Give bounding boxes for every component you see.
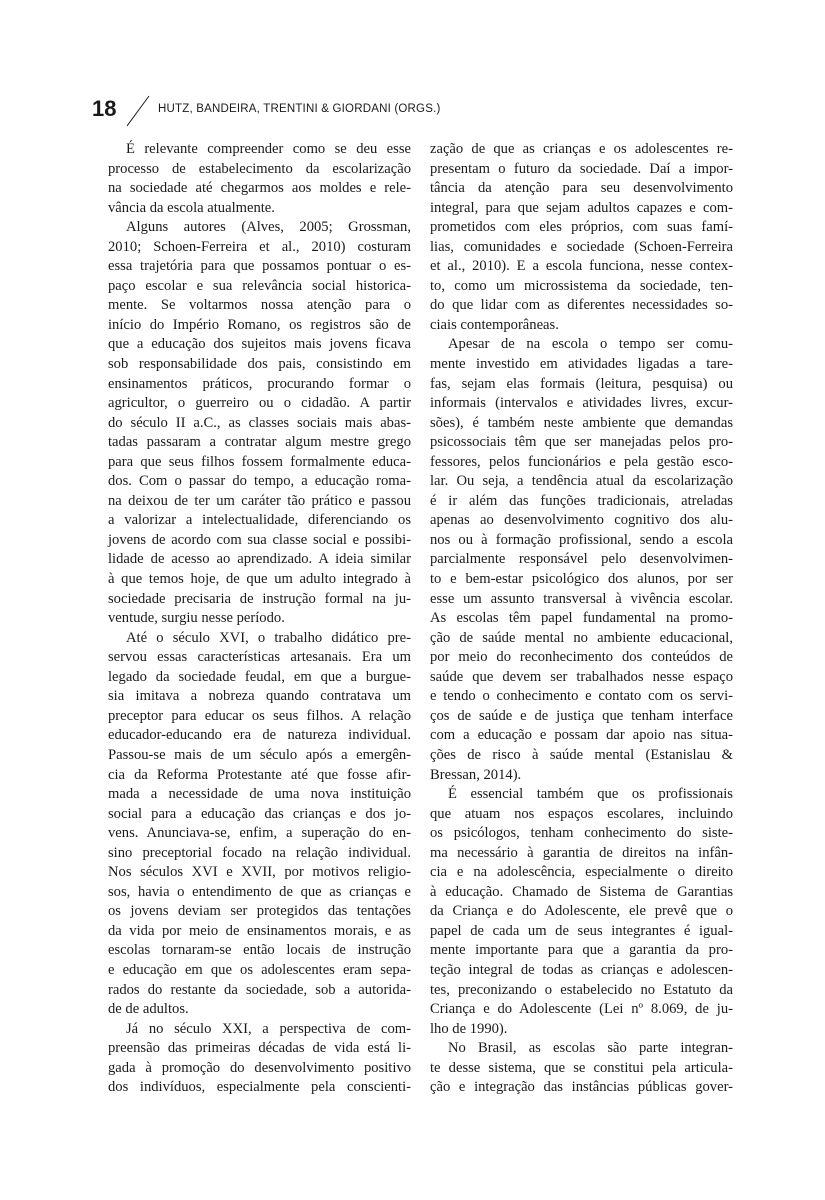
text-line: cia e na adolescência, especialmente o direito	[430, 864, 733, 881]
text-line: sociedade precisaria de instrução formal na ju-	[108, 590, 411, 607]
text-line: na sociedade até chegarmos aos moldes e rele-	[108, 180, 411, 197]
text-line: É relevante compreender como se deu esse	[126, 141, 411, 157]
text-line: legado da sociedade feudal, em que a burgue-	[108, 668, 411, 685]
text-line: 2010; Schoen-Ferreira et al., 2010) costuram	[108, 238, 411, 255]
text-line: social para a educação das crianças e dos jo-	[108, 805, 411, 822]
text-line: As escolas têm papel fundamental na promo-	[430, 610, 733, 627]
running-head-authors: HUTZ, BANDEIRA, TRENTINI & GIORDANI (ORGS.)	[158, 103, 441, 115]
text-line: informais (intervalos e atividades livres, excur-	[430, 395, 733, 412]
text-line: prometidos com eles próprios, com suas famí-	[430, 219, 733, 236]
text-line: papel de cada um de seus integrantes é igual-	[430, 922, 733, 939]
text-line: parcialmente responsável pelo desenvolvimen-	[430, 551, 733, 568]
text-line: Alguns autores (Alves, 2005; Grossman,	[126, 219, 411, 236]
text-line: à que temos hoje, de que um adulto integrado à	[108, 571, 411, 588]
text-line: de de adultos.	[108, 1001, 189, 1018]
text-line: psicossociais têm que ser manejadas pelos pro-	[430, 434, 733, 451]
text-line: fas, sejam elas formais (leitura, pesquisa) ou	[430, 375, 733, 392]
text-line: ensinamentos práticos, procurando formar o	[108, 375, 411, 392]
text-line: que a educação dos sujeitos mais jovens ficava	[108, 336, 411, 353]
text-line: para que seus filhos fossem formalmente educa-	[108, 453, 411, 470]
text-line: agricultor, o guerreiro ou o cidadão. A partir	[108, 395, 411, 412]
text-line: dos. Com o passar do tempo, a educação roma-	[108, 473, 411, 490]
text-line: educador-educando era de natureza individual.	[108, 727, 411, 744]
text-line: preensão das primeiras décadas de vida está li-	[108, 1040, 411, 1057]
text-line: jovens de acordo com sua classe social e possibi-	[108, 531, 411, 548]
text-line: tes, preconizando o estabelecido no Estatuto da	[430, 981, 733, 998]
text-line: paço escolar e sua relevância social historica-	[108, 277, 411, 294]
text-line: Até o século XVI, o trabalho didático pre-	[126, 629, 411, 646]
text-line: processo de estabelecimento da escolarização	[108, 160, 411, 177]
text-line: Já no século XXI, a perspectiva de com-	[126, 1020, 411, 1037]
text-line: vens. Anunciava-se, enfim, a superação do en-	[108, 825, 411, 842]
text-line: Criança e do Adolescente (Lei nº 8.069, de ju-	[430, 1001, 733, 1018]
text-line: apenas ao desenvolvimento cognitivo dos alu-	[430, 512, 733, 529]
text-line: zação de que as crianças e os adolescentes re-	[430, 141, 733, 157]
body-text-right-column	[430, 140, 733, 1098]
text-line: na deixou de ter um caráter tão prático e passou	[108, 492, 411, 509]
text-line: integral, para que sejam adultos capazes e com-	[430, 199, 733, 216]
text-line: mada a necessidade de uma nova instituição	[108, 786, 411, 803]
text-line: que atuam nos espaços escolares, incluindo	[430, 805, 733, 822]
text-line: tadas passaram a contratar algum mestre grego	[108, 434, 411, 451]
page-number: 18	[92, 96, 117, 121]
text-line: to, como um microssistema da sociedade, ten-	[430, 277, 733, 294]
text-line: do que lidar com as diferentes necessidades so-	[430, 297, 733, 314]
text-line: da vida por meio de ensinamentos morais, e as	[108, 922, 411, 939]
text-line: vância da escola atualmente.	[108, 199, 275, 216]
text-line: ventude, surgiu nesse período.	[108, 610, 285, 627]
text-line: por meio do reconhecimento dos conteúdos de	[430, 649, 733, 666]
text-line: te desse sistema, que se constitui pela articula-	[430, 1059, 733, 1076]
text-line: to e bem-estar psicológico dos alunos, por ser	[430, 571, 733, 588]
text-line: ções de risco à saúde mental (Estanislau &	[430, 746, 733, 763]
text-line: os jovens deviam ser protegidos das tentações	[108, 903, 411, 920]
text-line: sia imitava a nobreza quando contratava um	[108, 688, 411, 705]
text-line: lho de 1990).	[430, 1020, 508, 1037]
text-line: início do Império Romano, os registros são de	[108, 316, 411, 333]
text-line: No Brasil, as escolas são parte integran-	[448, 1040, 733, 1057]
text-line: ciais contemporâneas.	[430, 316, 559, 333]
text-line: com a educação e possam dar apoio nas situa-	[430, 727, 733, 744]
text-line: sino preceptorial focado na relação individual.	[108, 844, 411, 861]
text-line: os psicólogos, tenham conhecimento do siste-	[430, 825, 733, 842]
text-line: dos indivíduos, especialmente pela conscienti-	[108, 1079, 411, 1096]
text-line: cia da Reforma Protestante até que fosse afir-	[108, 766, 411, 783]
text-line: Apesar de na escola o tempo ser comu-	[448, 336, 733, 353]
divider-slash-icon	[122, 94, 152, 128]
text-line: é ir além das funções tradicionais, atreladas	[430, 492, 733, 509]
text-line: ma necessário à garantia de direitos na infân-	[430, 844, 733, 861]
text-line: preceptor para educar os seus filhos. A relação	[108, 707, 411, 724]
text-line: tância da atenção para seu desenvolvimento	[430, 180, 733, 197]
text-line: et al., 2010). E a escola funciona, nesse contex-	[430, 258, 733, 275]
text-line: sob responsabilidade dos pais, consistindo em	[108, 356, 411, 373]
text-line: Bressan, 2014).	[430, 766, 522, 783]
text-line: escolas tornaram-se então locais de instrução	[108, 942, 411, 959]
text-line: ção de saúde mental no ambiente educacional,	[430, 629, 733, 646]
text-line: a valorizar a intelectualidade, diferenciando os	[108, 512, 411, 529]
text-line: mente. Se voltarmos nossa atenção para o	[108, 297, 411, 314]
text-line: da Criança e do Adolescente, ele prevê que o	[430, 903, 733, 920]
text-line: Passou-se mais de um século após a emergên-	[108, 746, 411, 763]
text-line: Nos séculos XVI e XVII, por motivos religio-	[108, 864, 411, 881]
text-line: teção integral de todas as crianças e adolescen-	[430, 961, 733, 978]
text-line: lias, comunidades e sociedade (Schoen-Ferreira	[430, 238, 733, 255]
text-line: nos ou à formação profissional, sendo a escola	[430, 531, 733, 548]
text-line: saúde que devem ser trabalhados nesse espaço	[430, 668, 733, 685]
text-line: sos, havia o entendimento de que as crianças e	[108, 883, 411, 900]
body-text-left-column	[108, 140, 411, 1098]
text-line: e educação em que os adolescentes eram sepa-	[108, 961, 411, 978]
text-line: sões), é também neste ambiente que demandas	[430, 414, 733, 431]
text-line: ção e integração das instâncias públicas gover-	[430, 1079, 733, 1096]
text-line: rados do restante da sociedade, sob a autorida-	[108, 981, 411, 998]
text-line: servou essas características artesanais. Era um	[108, 649, 411, 666]
text-line: lidade de acesso ao aprendizado. A ideia similar	[108, 551, 411, 568]
text-line: ços de saúde e de justiça que tenham interface	[430, 707, 733, 724]
text-line: gada à promoção do desenvolvimento positivo	[108, 1059, 411, 1076]
running-header	[92, 94, 472, 128]
text-line: do século II a.C., as classes sociais mais abas-	[108, 414, 411, 431]
text-line: e tendo o conhecimento e contato com os servi-	[430, 688, 733, 705]
text-line: presentam o futuro da sociedade. Daí a impor-	[430, 160, 733, 177]
text-line: esse um assunto transversal à vivência escolar.	[430, 590, 733, 607]
text-line: essa trajetória para que possamos pontuar o es-	[108, 258, 411, 275]
text-line: fessores, pelos funcionários e pela gestão esco-	[430, 453, 733, 470]
text-line: mente investido em atividades ligadas a tare-	[430, 356, 733, 373]
text-line: lar. Ou seja, a tendência atual da escolarização	[430, 473, 733, 490]
text-line: É essencial também que os profissionais	[448, 786, 733, 803]
text-line: à educação. Chamado de Sistema de Garantias	[430, 883, 733, 900]
text-line: mente importante para que a garantia da pro-	[430, 942, 733, 959]
